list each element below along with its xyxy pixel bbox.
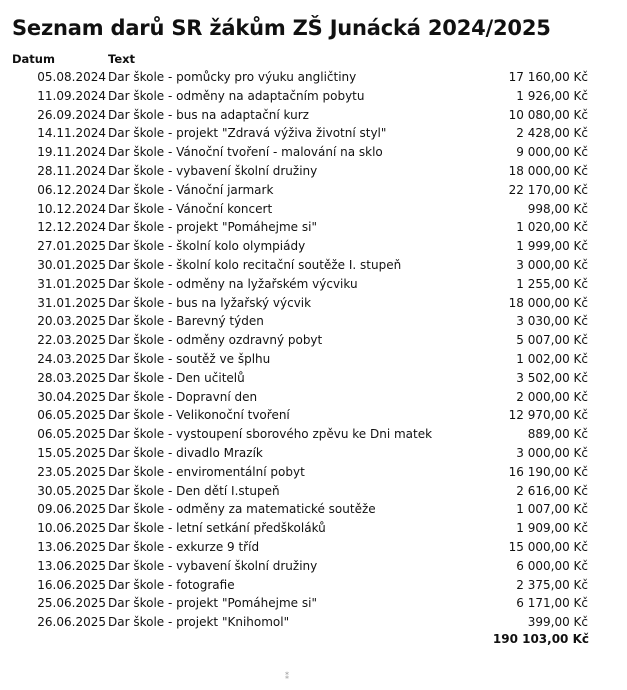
- row-text: Dar škole - školní kolo olympiády: [108, 239, 306, 254]
- row-amount: 1 926,00 Kč: [516, 88, 588, 103]
- row-date: 30.04.2025: [37, 389, 106, 404]
- row-amount: 3 030,00 Kč: [516, 314, 588, 329]
- row-date: 23.05.2025: [37, 464, 106, 479]
- row-amount: 998,00 Kč: [527, 201, 588, 216]
- row-amount: 1 007,00 Kč: [516, 502, 588, 517]
- row-amount: 1 002,00 Kč: [516, 351, 588, 366]
- row-date: 31.01.2025: [37, 295, 106, 310]
- row-date: 28.03.2025: [37, 370, 106, 385]
- row-date: 31.01.2025: [37, 276, 106, 291]
- row-text: Dar škole - Den dětí I.stupeň: [108, 483, 280, 498]
- row-amount: 18 000,00 Kč: [508, 163, 588, 178]
- row-date: 09.06.2025: [37, 502, 106, 517]
- table-row: [0, 502, 627, 521]
- row-text: Dar škole - vystoupení sborového zpěvu ke Dni matek: [108, 427, 433, 442]
- row-date: 30.05.2025: [37, 483, 106, 498]
- row-amount: 15 000,00 Kč: [508, 539, 588, 554]
- row-amount: 17 160,00 Kč: [508, 70, 588, 84]
- row-text: Dar škole - projekt "Zdravá výživa životní styl": [108, 126, 387, 141]
- row-date: 27.01.2025: [37, 239, 106, 254]
- row-amount: 2 428,00 Kč: [516, 126, 588, 141]
- table-row: [0, 465, 627, 484]
- table-row: [0, 371, 627, 390]
- row-text: Dar škole - Barevný týden: [108, 314, 264, 329]
- row-text: Dar škole - Velikonoční tvoření: [108, 408, 290, 423]
- document-title: Seznam darů SR žákům ZŠ Junácká 2024/2025: [12, 16, 551, 40]
- row-amount: 6 171,00 Kč: [516, 596, 588, 611]
- table-row: [0, 540, 627, 559]
- row-date: 22.03.2025: [37, 333, 106, 348]
- table-row: [0, 277, 627, 296]
- row-text: Dar škole - Dopravní den: [108, 389, 258, 404]
- row-text: Dar škole - bus na adaptační kurz: [108, 107, 309, 122]
- page-mark: ⁑: [285, 672, 289, 681]
- row-text: Dar škole - vybavení školní družiny: [108, 558, 318, 573]
- row-text: Dar škole - projekt "Pomáhejme si": [108, 596, 317, 611]
- row-amount: 9 000,00 Kč: [516, 145, 588, 160]
- row-amount: 399,00 Kč: [527, 615, 588, 630]
- row-text: Dar škole - pomůcky pro výuku angličtiny: [108, 70, 357, 84]
- row-text: Dar škole - exkurze 9 tříd: [108, 539, 260, 554]
- row-text: Dar škole - divadlo Mrazík: [108, 445, 263, 460]
- row-text: Dar škole - Vánoční koncert: [108, 201, 273, 216]
- row-text: Dar škole - školní kolo recitační soutěže I. stupeň: [108, 257, 402, 272]
- row-text: Dar škole - Den učitelů: [108, 370, 245, 385]
- table-row: [0, 352, 627, 371]
- row-amount: 2 616,00 Kč: [516, 483, 588, 498]
- row-amount: 12 970,00 Kč: [508, 408, 588, 423]
- row-date: 25.06.2025: [37, 596, 106, 611]
- row-amount: 3 502,00 Kč: [516, 370, 588, 385]
- row-amount: 22 170,00 Kč: [508, 182, 588, 197]
- row-amount: 889,00 Kč: [527, 427, 588, 442]
- row-date: 06.05.2025: [37, 408, 106, 423]
- row-text: Dar škole - odměny na adaptačním pobytu: [108, 88, 365, 103]
- table-row: [0, 183, 627, 202]
- table-row: [0, 333, 627, 352]
- row-date: 06.05.2025: [37, 427, 106, 442]
- table-row: [0, 108, 627, 127]
- row-amount: 3 000,00 Kč: [516, 445, 588, 460]
- row-text: Dar škole - letní setkání předškoláků: [108, 521, 326, 536]
- row-amount: 10 080,00 Kč: [508, 107, 588, 122]
- table-row: [0, 220, 627, 239]
- row-text: Dar škole - soutěž ve šplhu: [108, 351, 271, 366]
- row-date: 10.06.2025: [37, 521, 106, 536]
- row-amount: 1 255,00 Kč: [516, 276, 588, 291]
- row-amount: 3 000,00 Kč: [516, 257, 588, 272]
- row-date: 19.11.2024: [37, 145, 106, 160]
- row-date: 05.08.2024: [37, 70, 106, 84]
- row-text: Dar škole - odměny za matematické soutěže: [108, 502, 376, 517]
- row-date: 26.06.2025: [37, 615, 106, 630]
- row-text: Dar škole - odměny na lyžařském výcviku: [108, 276, 358, 291]
- row-date: 10.12.2024: [37, 201, 106, 216]
- table-row: [0, 70, 627, 89]
- table-row: [0, 559, 627, 578]
- row-date: 16.06.2025: [37, 577, 106, 592]
- row-amount: 16 190,00 Kč: [508, 464, 588, 479]
- row-date: 12.12.2024: [37, 220, 106, 235]
- donation-table: [0, 70, 627, 634]
- row-date: 13.06.2025: [37, 558, 106, 573]
- row-text: Dar škole - fotografie: [108, 577, 235, 592]
- table-row: [0, 126, 627, 145]
- row-date: 28.11.2024: [37, 163, 106, 178]
- table-row: [0, 408, 627, 427]
- row-text: Dar škole - enviromentální pobyt: [108, 464, 305, 479]
- row-text: Dar škole - projekt "Pomáhejme si": [108, 220, 317, 235]
- table-row: [0, 596, 627, 615]
- row-text: Dar škole - Vánoční tvoření - malování na sklo: [108, 145, 383, 160]
- column-header-text: Text: [108, 52, 136, 66]
- table-row: [0, 296, 627, 315]
- table-row: [0, 484, 627, 503]
- table-row: [0, 521, 627, 540]
- row-text: Dar škole - odměny ozdravný pobyt: [108, 333, 323, 348]
- table-row: [0, 314, 627, 333]
- table-row: [0, 446, 627, 465]
- row-date: 15.05.2025: [37, 445, 106, 460]
- row-date: 11.09.2024: [37, 88, 106, 103]
- row-text: Dar škole - Vánoční jarmark: [108, 182, 274, 197]
- table-row: [0, 202, 627, 221]
- table-row: [0, 145, 627, 164]
- row-date: 13.06.2025: [37, 539, 106, 554]
- row-amount: 2 000,00 Kč: [516, 389, 588, 404]
- table-row: [0, 578, 627, 597]
- row-amount: 1 999,00 Kč: [516, 239, 588, 254]
- row-amount: 6 000,00 Kč: [516, 558, 588, 573]
- table-row: [0, 89, 627, 108]
- row-date: 30.01.2025: [37, 257, 106, 272]
- table-row: [0, 239, 627, 258]
- row-text: Dar škole - vybavení školní družiny: [108, 163, 318, 178]
- row-date: 14.11.2024: [37, 126, 106, 141]
- table-row: [0, 427, 627, 446]
- row-date: 20.03.2025: [37, 314, 106, 329]
- row-amount: 18 000,00 Kč: [508, 295, 588, 310]
- total-amount: 190 103,00 Kč: [492, 632, 589, 646]
- column-header-date: Datum: [12, 52, 55, 66]
- row-date: 26.09.2024: [37, 107, 106, 122]
- table-row: [0, 390, 627, 409]
- row-date: 24.03.2025: [37, 351, 106, 366]
- row-amount: 5 007,00 Kč: [516, 333, 588, 348]
- table-row: [0, 258, 627, 277]
- table-row: [0, 164, 627, 183]
- row-text: Dar škole - bus na lyžařský výcvik: [108, 295, 312, 310]
- row-text: Dar škole - projekt "Knihomol": [108, 615, 290, 630]
- row-date: 06.12.2024: [37, 182, 106, 197]
- row-amount: 2 375,00 Kč: [516, 577, 588, 592]
- row-amount: 1 020,00 Kč: [516, 220, 588, 235]
- row-amount: 1 909,00 Kč: [516, 521, 588, 536]
